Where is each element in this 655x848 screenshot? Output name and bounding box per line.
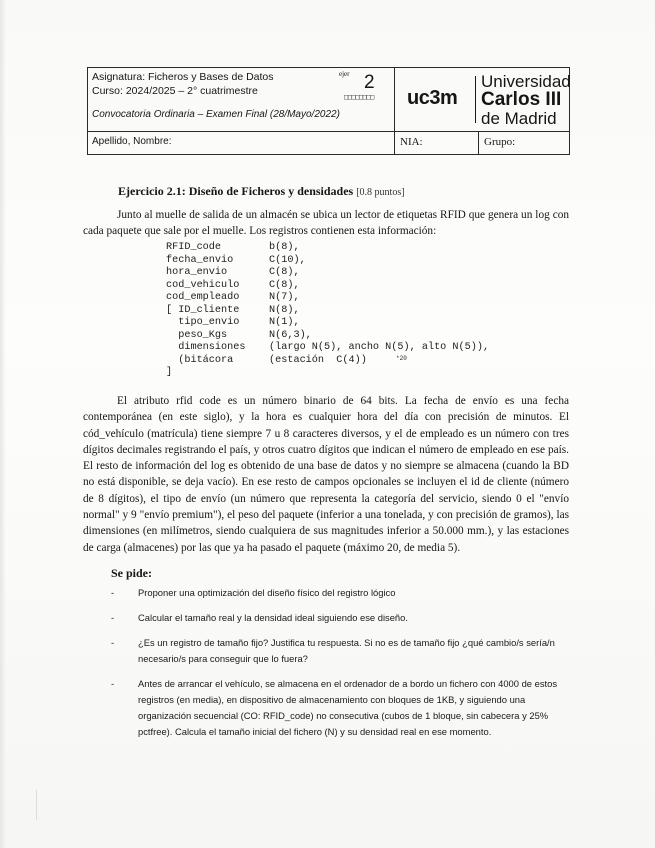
se-pide-heading: Se pide:: [111, 566, 153, 580]
exercise-title: [118, 184, 405, 199]
field-type: N(1),: [269, 317, 300, 328]
record-definition: [166, 242, 490, 380]
course-info-cell: [88, 68, 395, 131]
task-text: Proponer una optimización del diseño físico del registro lógico: [138, 587, 396, 598]
name-field: [88, 131, 395, 154]
task-bullet: -: [111, 637, 115, 648]
task-text: ¿Es un registro de tamaño fijo? Justifica tu respuesta. Si no es de tamaño fijo ¿qué cambio/s sería/n necesario/s para conseguir que lo fuera?: [138, 637, 555, 664]
field-row: [166, 254, 306, 268]
task-item: [111, 635, 571, 667]
task-item: [111, 676, 571, 740]
field-name: tipo_envio: [166, 317, 240, 328]
field-repeat-sup: *20: [396, 354, 407, 362]
field-row: [166, 342, 490, 355]
scan-mark: [36, 790, 37, 820]
exercise-description: El atributo rfid code es un número binario de 64 bits. La fecha de envío es una fecha contemporánea (en este siglo), y la hora es cualquier hora del día con precisión de minutos. El cód_vehículo (matrícula) tiene siempre 7 u 8 caracteres diversos, y el de empleado es un número con tres dígitos decimales registrando el país, y otros cuatro dígitos que indican el número de empleado en ese país. El resto de información del log es obtenido de una base de datos y no siempre se almacena (cuando la BD no está disponible, se deja vacío). En ese resto de campos opcionales se incluyen el id de cliente (número de 8 dígitos), el tipo de envío (un número que representa la categoría del servicio, siendo 0 el "envío normal" y 9 "envío premium"), el peso del paquete (inferior a una tonelada, y con precisión de gramos), las dimensiones (en milímetros, siendo cualquiera de sus magnitudes inferior a 50.000 mm.), y las estaciones de carga (almacenes) por las que ya ha pasado el paquete (máximo 20, de media 5).: [83, 395, 569, 554]
group-label: Grupo:: [484, 136, 516, 148]
group-field: [479, 131, 569, 154]
field-name: cod_vehiculo: [166, 279, 240, 291]
scan-edge-shadow: [0, 0, 6, 848]
nia-label: NIA:: [400, 136, 423, 148]
ejer-boxes: □□□□□□□□: [344, 93, 374, 101]
subject-label: Asignatura: Ficheros y Bases de Datos: [92, 71, 274, 83]
ejer-label: ejer: [339, 70, 350, 78]
field-name: peso_Kgs: [166, 329, 228, 341]
exercise-intro: Junto al muelle de salida de un almacén se ubica un lector de etiquetas RFID que genera un log con cada paquete que sale por el muelle. Los registros contienen esta información:: [83, 209, 569, 237]
logo-de-madrid: de Madrid: [481, 109, 557, 128]
field-row: [166, 317, 300, 330]
field-type: N(7),: [269, 292, 300, 303]
field-name: RFID_code: [166, 242, 222, 253]
exam-call-label: Convocatoria Ordinaria – Examen Final (28/Mayo/2022): [92, 109, 340, 120]
task-item: [111, 585, 571, 601]
field-row: [166, 267, 300, 280]
field-type: (largo N(5), ancho N(5), alto N(5)),: [269, 342, 490, 353]
field-row: [166, 329, 312, 343]
task-item: [111, 610, 571, 626]
field-type: N(6,3),: [269, 329, 312, 341]
exam-header-table: [87, 67, 570, 155]
exercise-title-text: Ejercicio 2.1: Diseño de Ficheros y densidades: [118, 184, 354, 198]
nia-field: [395, 131, 479, 154]
university-logo: [395, 68, 569, 131]
task-bullet: -: [111, 612, 115, 623]
ejer-number: 2: [364, 72, 375, 93]
task-text: Calcular el tamaño real y la densidad ideal siguiendo ese diseño.: [138, 612, 408, 623]
task-bullet: -: [111, 678, 115, 689]
field-type: C(8),: [269, 279, 300, 291]
field-name: [ ID_cliente: [166, 304, 240, 316]
field-row: [166, 354, 407, 368]
field-type: C(10),: [269, 254, 306, 266]
field-row: [166, 292, 300, 305]
field-name: ]: [166, 367, 173, 378]
task-text: Antes de arrancar el vehículo, se almacena en el ordenador de a bordo un fichero con 4000 de estos registros (en media), en dispositivo de almacenamiento con bloques de 1KB, y siguiendo una organización secuencial (CO: RFID_code) no consecutiva (cubos de 1 bloque, sin cabecera y 25% pctfree). Calcula el tamaño inicial del fichero (N) y su densidad real en ese momento.: [138, 678, 558, 737]
field-name: cod_empleado: [166, 292, 240, 303]
field-name: (bitácora: [166, 354, 234, 366]
task-list: [111, 585, 571, 749]
field-type: b(8),: [269, 242, 300, 253]
field-name: hora_envio: [166, 267, 228, 278]
name-label: Apellido, Nombre:: [92, 136, 172, 147]
field-row: [166, 304, 300, 318]
header-top-row: [88, 68, 569, 132]
logo-universidad: Universidad: [481, 72, 571, 91]
exercise-points: [0.8 puntos]: [356, 187, 405, 198]
field-row: [166, 367, 245, 380]
field-type: N(8),: [269, 304, 300, 316]
field-row: [166, 242, 300, 255]
field-type: C(8),: [269, 267, 300, 278]
task-bullet: -: [111, 587, 115, 598]
field-row: [166, 279, 300, 293]
field-name: fecha_envio: [166, 254, 234, 266]
logo-carlos-iii: Carlos III: [481, 89, 562, 110]
logo-divider: [475, 76, 476, 123]
field-name: dimensiones: [166, 342, 246, 353]
header-bottom-row: [88, 131, 569, 154]
field-type: (estación C(4)): [269, 354, 367, 366]
logo-uc3m: uc3m: [407, 87, 458, 109]
course-label: Curso: 2024/2025 – 2° cuatrimestre: [92, 85, 258, 97]
